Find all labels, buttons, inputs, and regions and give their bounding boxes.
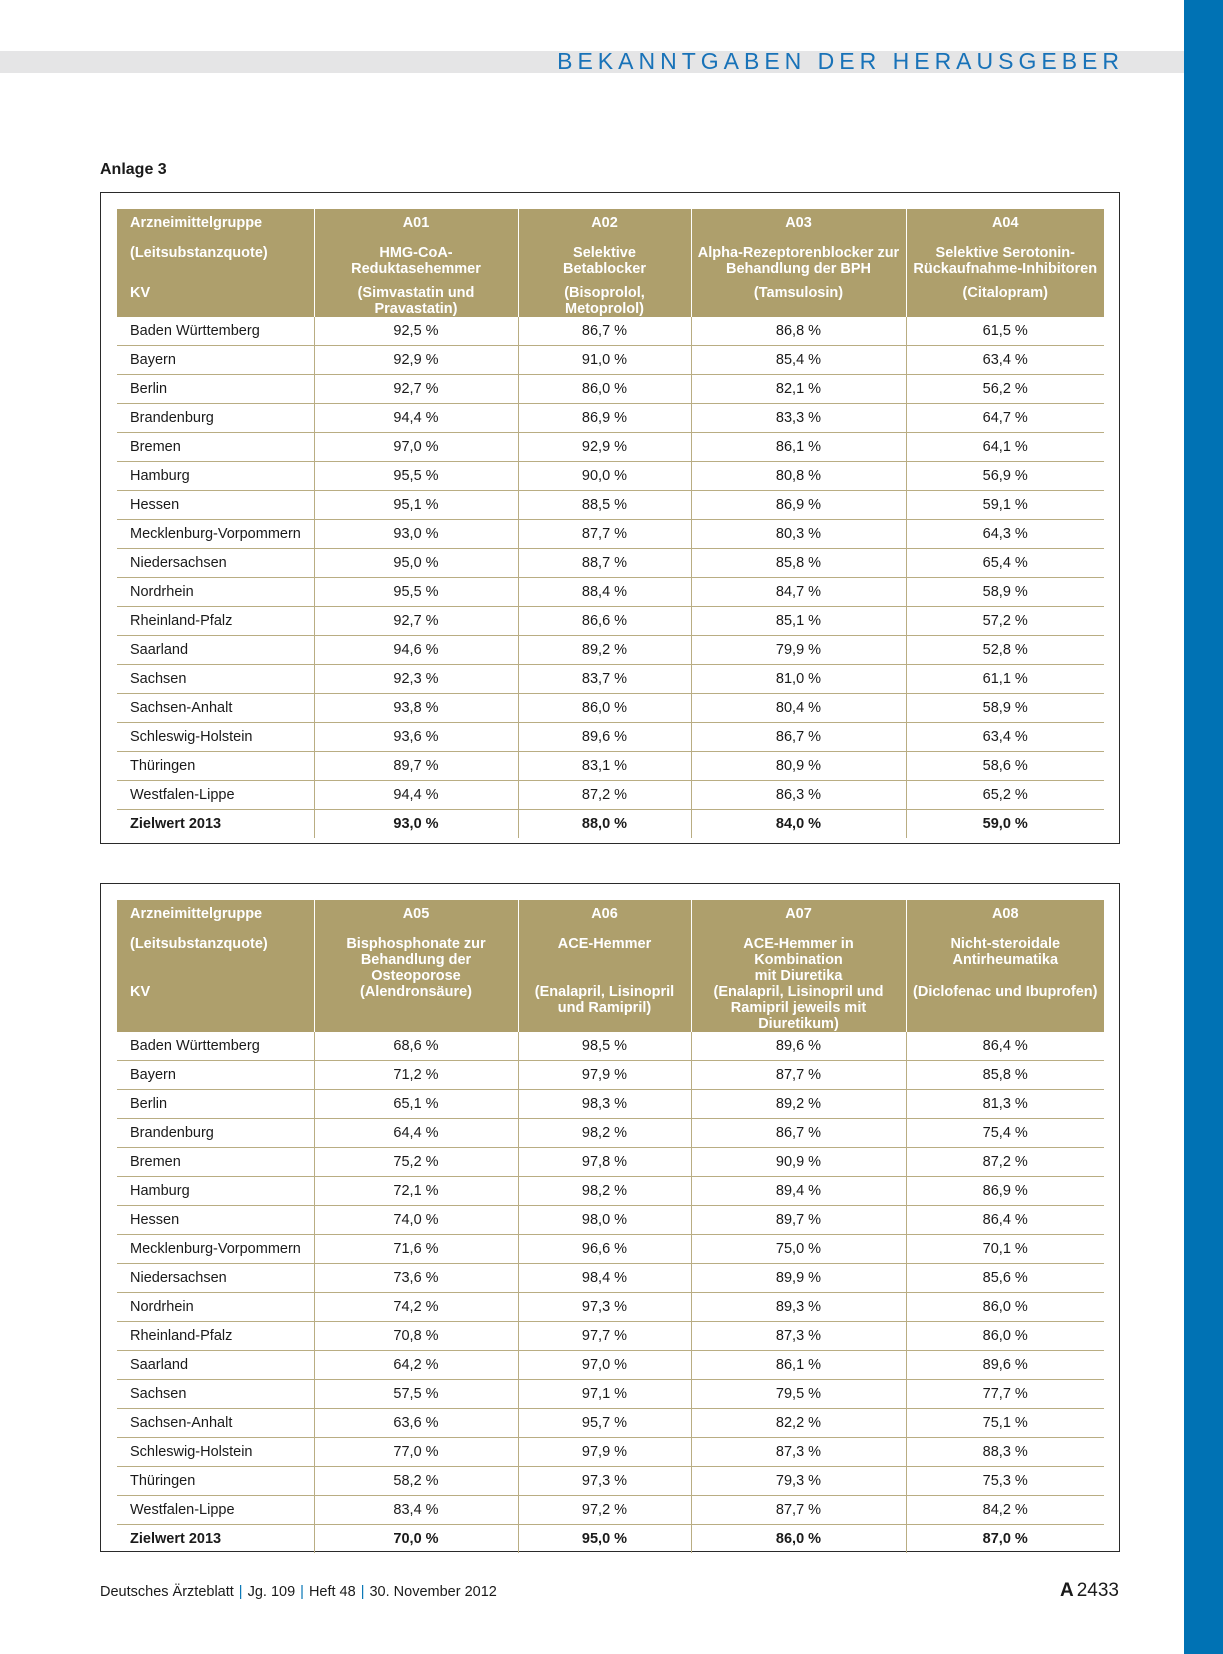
- quota-value: 89,2 %: [691, 1090, 906, 1119]
- table-row: [117, 346, 1104, 375]
- quota-value: 95,7 %: [518, 1409, 691, 1438]
- target-value: 88,0 %: [518, 810, 691, 839]
- region-name: Nordrhein: [117, 1293, 314, 1322]
- region-name: Westfalen-Lippe: [117, 781, 314, 810]
- target-value: 86,0 %: [691, 1525, 906, 1554]
- quota-value: 81,0 %: [691, 665, 906, 694]
- target-label: Zielwert 2013: [130, 816, 222, 832]
- quota-value: 86,8 %: [691, 317, 906, 346]
- quota-value: 84,7 %: [691, 578, 906, 607]
- quota-value: 86,0 %: [518, 375, 691, 404]
- table-row: [117, 1177, 1104, 1206]
- quota-value: 89,6 %: [691, 1032, 906, 1061]
- header-row: [117, 209, 1104, 245]
- quota-value: 87,7 %: [518, 520, 691, 549]
- quota-value: 61,1 %: [906, 665, 1104, 694]
- quota-value: 92,3 %: [314, 665, 518, 694]
- column-header-code: A02: [518, 209, 691, 245]
- region-name: Saarland: [117, 1351, 314, 1380]
- quota-value: 88,5 %: [518, 491, 691, 520]
- quota-value: 86,7 %: [518, 317, 691, 346]
- column-header-name: Selektive Serotonin- Rückaufnahme-Inhibitoren: [906, 245, 1104, 285]
- footer-separator: |: [238, 1584, 243, 1600]
- quota-value: 93,8 %: [314, 694, 518, 723]
- header-row: [117, 936, 1104, 984]
- data-table-2: [117, 900, 1104, 1553]
- column-header-code: A05: [314, 900, 518, 936]
- column-header-name: Nicht-steroidale Antirheumatika: [906, 936, 1104, 984]
- quota-value: 61,5 %: [906, 317, 1104, 346]
- target-row: [117, 1525, 1104, 1554]
- region-name: Bayern: [117, 1061, 314, 1090]
- page-value: 2433: [1076, 1580, 1119, 1601]
- region-name: Hamburg: [117, 462, 314, 491]
- quota-value: 80,3 %: [691, 520, 906, 549]
- target-row: [117, 810, 1104, 839]
- quota-value: 87,2 %: [906, 1148, 1104, 1177]
- quota-value: 65,1 %: [314, 1090, 518, 1119]
- quota-value: 79,3 %: [691, 1467, 906, 1496]
- table-row: [117, 1235, 1104, 1264]
- quota-value: 93,6 %: [314, 723, 518, 752]
- header-row: [117, 285, 1104, 317]
- footer-separator: |: [300, 1584, 304, 1600]
- quota-value: 90,9 %: [691, 1148, 906, 1177]
- quota-value: 80,4 %: [691, 694, 906, 723]
- quota-value: 75,0 %: [691, 1235, 906, 1264]
- quota-value: 83,1 %: [518, 752, 691, 781]
- anlage-label: Anlage 3: [100, 161, 167, 178]
- quota-value: 86,1 %: [691, 433, 906, 462]
- table-row: [117, 1293, 1104, 1322]
- quota-value: 86,0 %: [518, 694, 691, 723]
- column-header-code: A03: [691, 209, 906, 245]
- target-value: 93,0 %: [314, 810, 518, 839]
- quota-value: 93,0 %: [314, 520, 518, 549]
- quota-value: 97,3 %: [518, 1467, 691, 1496]
- quota-value: 79,5 %: [691, 1380, 906, 1409]
- table-row: [117, 578, 1104, 607]
- quota-value: 86,1 %: [691, 1351, 906, 1380]
- quota-value: 86,4 %: [906, 1032, 1104, 1061]
- region-name: Nordrhein: [117, 578, 314, 607]
- column-header-code: A04: [906, 209, 1104, 245]
- quota-value: 94,4 %: [314, 781, 518, 810]
- quota-value: 86,0 %: [906, 1322, 1104, 1351]
- quota-value: 89,7 %: [691, 1206, 906, 1235]
- table-row: [117, 317, 1104, 346]
- table-row: [117, 433, 1104, 462]
- quota-value: 57,5 %: [314, 1380, 518, 1409]
- quota-value: 85,1 %: [691, 607, 906, 636]
- region-name: Sachsen-Anhalt: [117, 694, 314, 723]
- region-name: Sachsen-Anhalt: [117, 1409, 314, 1438]
- quota-value: 58,6 %: [906, 752, 1104, 781]
- table-row: [117, 723, 1104, 752]
- quota-value: 86,3 %: [691, 781, 906, 810]
- quota-value: 97,7 %: [518, 1322, 691, 1351]
- quota-value: 75,3 %: [906, 1467, 1104, 1496]
- region-name: Rheinland-Pfalz: [117, 607, 314, 636]
- row-label-header: (Leitsubstanzquote): [117, 245, 314, 285]
- quota-value: 86,9 %: [518, 404, 691, 433]
- quota-value: 89,3 %: [691, 1293, 906, 1322]
- region-name: Brandenburg: [117, 1119, 314, 1148]
- column-header-name: ACE-Hemmer in Kombination mit Diuretika: [691, 936, 906, 984]
- quota-value: 97,9 %: [518, 1438, 691, 1467]
- quota-value: 89,4 %: [691, 1177, 906, 1206]
- region-name: Sachsen: [117, 665, 314, 694]
- quota-value: 70,8 %: [314, 1322, 518, 1351]
- quota-value: 97,8 %: [518, 1148, 691, 1177]
- quota-value: 58,9 %: [906, 694, 1104, 723]
- table-row: [117, 607, 1104, 636]
- quota-value: 89,6 %: [518, 723, 691, 752]
- journal-name: Deutsches Ärzteblatt: [100, 1584, 234, 1600]
- target-value: 70,0 %: [314, 1525, 518, 1554]
- quota-value: 97,0 %: [518, 1351, 691, 1380]
- page-prefix: A: [1059, 1580, 1074, 1601]
- table-row: [117, 1409, 1104, 1438]
- quota-value: 71,6 %: [314, 1235, 518, 1264]
- quota-value: 97,9 %: [518, 1061, 691, 1090]
- column-header-substances: (Citalopram): [906, 285, 1104, 317]
- column-header-name: ACE-Hemmer: [518, 936, 691, 984]
- region-name: Thüringen: [117, 1467, 314, 1496]
- quota-value: 64,2 %: [314, 1351, 518, 1380]
- quota-value: 92,7 %: [314, 375, 518, 404]
- table-row: [117, 694, 1104, 723]
- table-row: [117, 404, 1104, 433]
- quota-value: 87,3 %: [691, 1438, 906, 1467]
- region-name: Hamburg: [117, 1177, 314, 1206]
- table-row: [117, 1090, 1104, 1119]
- column-header-substances: (Bisoprolol, Metoprolol): [518, 285, 691, 317]
- quota-value: 86,9 %: [691, 491, 906, 520]
- table-row: [117, 549, 1104, 578]
- quota-value: 95,5 %: [314, 462, 518, 491]
- row-label-header: Arzneimittelgruppe: [117, 209, 314, 245]
- quota-value: 65,2 %: [906, 781, 1104, 810]
- quota-value: 75,1 %: [906, 1409, 1104, 1438]
- quota-value: 92,9 %: [518, 433, 691, 462]
- table-row: [117, 1061, 1104, 1090]
- region-name: Hessen: [117, 1206, 314, 1235]
- quota-value: 82,2 %: [691, 1409, 906, 1438]
- quota-value: 97,3 %: [518, 1293, 691, 1322]
- quota-value: 64,4 %: [314, 1119, 518, 1148]
- quota-value: 92,5 %: [314, 317, 518, 346]
- quota-value: 73,6 %: [314, 1264, 518, 1293]
- quota-value: 57,2 %: [906, 607, 1104, 636]
- column-header-code: A08: [906, 900, 1104, 936]
- region-name: Rheinland-Pfalz: [117, 1322, 314, 1351]
- table-row: [117, 1264, 1104, 1293]
- quota-value: 88,7 %: [518, 549, 691, 578]
- table-row: [117, 491, 1104, 520]
- quota-value: 97,0 %: [314, 433, 518, 462]
- table-row: [117, 520, 1104, 549]
- quota-value: 64,3 %: [906, 520, 1104, 549]
- quota-value: 79,9 %: [691, 636, 906, 665]
- quota-value: 89,6 %: [906, 1351, 1104, 1380]
- quota-value: 98,4 %: [518, 1264, 691, 1293]
- table-body: [117, 1032, 1104, 1553]
- quota-value: 75,4 %: [906, 1119, 1104, 1148]
- quota-value: 63,6 %: [314, 1409, 518, 1438]
- quota-value: 98,2 %: [518, 1177, 691, 1206]
- table-row: [117, 781, 1104, 810]
- table-row: [117, 752, 1104, 781]
- right-edge-bar: [1184, 0, 1223, 1654]
- quota-value: 98,2 %: [518, 1119, 691, 1148]
- table-body: [117, 317, 1104, 838]
- quota-value: 85,6 %: [906, 1264, 1104, 1293]
- quota-value: 85,4 %: [691, 346, 906, 375]
- table-row: [117, 462, 1104, 491]
- quota-value: 75,2 %: [314, 1148, 518, 1177]
- table-row: [117, 375, 1104, 404]
- quota-value: 86,0 %: [906, 1293, 1104, 1322]
- quota-value: 80,8 %: [691, 462, 906, 491]
- quota-value: 97,1 %: [518, 1380, 691, 1409]
- page-number: [1060, 1580, 1119, 1602]
- journal-issue: Heft 48: [308, 1584, 356, 1600]
- column-header-substances: (Simvastatin und Pravastatin): [314, 285, 518, 317]
- quota-value: 52,8 %: [906, 636, 1104, 665]
- quota-value: 59,1 %: [906, 491, 1104, 520]
- quota-value: 83,7 %: [518, 665, 691, 694]
- quota-value: 71,2 %: [314, 1061, 518, 1090]
- quota-value: 89,7 %: [314, 752, 518, 781]
- quota-value: 87,2 %: [518, 781, 691, 810]
- column-header-substances: (Diclofenac und Ibuprofen): [906, 984, 1104, 1032]
- table-header: [117, 209, 1104, 317]
- quota-value: 58,2 %: [314, 1467, 518, 1496]
- region-name: Berlin: [117, 375, 314, 404]
- quota-value: 98,3 %: [518, 1090, 691, 1119]
- quota-value: 86,6 %: [518, 607, 691, 636]
- table-row: [117, 665, 1104, 694]
- row-label-header: KV: [117, 984, 314, 1032]
- region-name: Schleswig-Holstein: [117, 1438, 314, 1467]
- table-row: [117, 1032, 1104, 1061]
- column-header-code: A07: [691, 900, 906, 936]
- quota-value: 98,5 %: [518, 1032, 691, 1061]
- quota-value: 83,3 %: [691, 404, 906, 433]
- column-header-name: Selektive Betablocker: [518, 245, 691, 285]
- quota-value: 98,0 %: [518, 1206, 691, 1235]
- quota-value: 86,7 %: [691, 1119, 906, 1148]
- quota-value: 81,3 %: [906, 1090, 1104, 1119]
- column-header-name: HMG-CoA- Reduktasehemmer: [314, 245, 518, 285]
- quota-value: 84,2 %: [906, 1496, 1104, 1525]
- quota-value: 83,4 %: [314, 1496, 518, 1525]
- column-header-substances: (Alendronsäure): [314, 984, 518, 1032]
- column-header-code: A06: [518, 900, 691, 936]
- column-header-code: A01: [314, 209, 518, 245]
- column-header-substances: (Tamsulosin): [691, 285, 906, 317]
- quota-value: 58,9 %: [906, 578, 1104, 607]
- target-value: 87,0 %: [906, 1525, 1104, 1554]
- region-name: Sachsen: [117, 1380, 314, 1409]
- header-row: [117, 984, 1104, 1032]
- quota-value: 97,2 %: [518, 1496, 691, 1525]
- region-name: Niedersachsen: [117, 549, 314, 578]
- table-row: [117, 1119, 1104, 1148]
- quota-value: 74,2 %: [314, 1293, 518, 1322]
- table-row: [117, 1496, 1104, 1525]
- quota-value: 68,6 %: [314, 1032, 518, 1061]
- quota-value: 87,7 %: [691, 1496, 906, 1525]
- region-name: Thüringen: [117, 752, 314, 781]
- column-header-name: Bisphosphonate zur Behandlung der Osteoporose: [314, 936, 518, 984]
- target-value: 95,0 %: [518, 1525, 691, 1554]
- quota-value: 56,2 %: [906, 375, 1104, 404]
- quota-value: 77,7 %: [906, 1380, 1104, 1409]
- quota-value: 70,1 %: [906, 1235, 1104, 1264]
- header-row: [117, 900, 1104, 936]
- row-label-header: KV: [117, 285, 314, 317]
- table-row: [117, 1351, 1104, 1380]
- quota-value: 89,2 %: [518, 636, 691, 665]
- quota-value: 95,5 %: [314, 578, 518, 607]
- region-name: Saarland: [117, 636, 314, 665]
- column-header-substances: (Enalapril, Lisinopril und Ramipril jeweils mit Diuretikum): [691, 984, 906, 1032]
- target-label: Zielwert 2013: [130, 1531, 222, 1547]
- quota-value: 86,4 %: [906, 1206, 1104, 1235]
- table-row: [117, 1206, 1104, 1235]
- region-name: Brandenburg: [117, 404, 314, 433]
- quota-value: 88,4 %: [518, 578, 691, 607]
- region-name: Baden Württemberg: [117, 1032, 314, 1061]
- quota-value: 86,9 %: [906, 1177, 1104, 1206]
- region-name: Baden Württemberg: [117, 317, 314, 346]
- quota-value: 65,4 %: [906, 549, 1104, 578]
- quota-value: 56,9 %: [906, 462, 1104, 491]
- quota-value: 96,6 %: [518, 1235, 691, 1264]
- region-name: Bremen: [117, 1148, 314, 1177]
- quota-value: 87,7 %: [691, 1061, 906, 1090]
- region-name: Mecklenburg-Vorpommern: [117, 1235, 314, 1264]
- data-table-1: [117, 209, 1104, 838]
- journal-date: 30. November 2012: [369, 1584, 497, 1600]
- quota-value: 89,9 %: [691, 1264, 906, 1293]
- quota-value: 85,8 %: [691, 549, 906, 578]
- table-row: [117, 1380, 1104, 1409]
- quota-value: 88,3 %: [906, 1438, 1104, 1467]
- target-value: 84,0 %: [691, 810, 906, 839]
- quota-value: 63,4 %: [906, 723, 1104, 752]
- quota-value: 90,0 %: [518, 462, 691, 491]
- table-row: [117, 1438, 1104, 1467]
- table-header: [117, 900, 1104, 1032]
- quota-value: 64,7 %: [906, 404, 1104, 433]
- quota-value: 94,4 %: [314, 404, 518, 433]
- table-row: [117, 1322, 1104, 1351]
- table-row: [117, 1467, 1104, 1496]
- region-name: Westfalen-Lippe: [117, 1496, 314, 1525]
- region-name: Berlin: [117, 1090, 314, 1119]
- footer-separator: |: [360, 1584, 365, 1600]
- region-name: Hessen: [117, 491, 314, 520]
- quota-value: 82,1 %: [691, 375, 906, 404]
- header-row: [117, 245, 1104, 285]
- region-name: Bremen: [117, 433, 314, 462]
- quota-value: 92,9 %: [314, 346, 518, 375]
- table-row: [117, 636, 1104, 665]
- quota-value: 64,1 %: [906, 433, 1104, 462]
- column-header-name: Alpha-Rezeptorenblocker zur Behandlung der BPH: [691, 245, 906, 285]
- quota-value: 86,7 %: [691, 723, 906, 752]
- journal-volume: Jg. 109: [247, 1584, 296, 1600]
- region-name: Mecklenburg-Vorpommern: [117, 520, 314, 549]
- quota-value: 94,6 %: [314, 636, 518, 665]
- quota-value: 80,9 %: [691, 752, 906, 781]
- quota-value: 91,0 %: [518, 346, 691, 375]
- quota-value: 92,7 %: [314, 607, 518, 636]
- region-name: Bayern: [117, 346, 314, 375]
- quota-value: 63,4 %: [906, 346, 1104, 375]
- quota-value: 72,1 %: [314, 1177, 518, 1206]
- row-label-header: Arzneimittelgruppe: [117, 900, 314, 936]
- quota-value: 95,1 %: [314, 491, 518, 520]
- column-header-substances: (Enalapril, Lisinopril und Ramipril): [518, 984, 691, 1032]
- section-title: BEKANNTGABEN DER HERAUSGEBER: [557, 48, 1124, 74]
- quota-value: 85,8 %: [906, 1061, 1104, 1090]
- quota-value: 87,3 %: [691, 1322, 906, 1351]
- row-label-header: (Leitsubstanzquote): [117, 936, 314, 984]
- quota-value: 74,0 %: [314, 1206, 518, 1235]
- target-value: 59,0 %: [906, 810, 1104, 839]
- region-name: Schleswig-Holstein: [117, 723, 314, 752]
- quota-value: 77,0 %: [314, 1438, 518, 1467]
- table-row: [117, 1148, 1104, 1177]
- region-name: Niedersachsen: [117, 1264, 314, 1293]
- quota-value: 95,0 %: [314, 549, 518, 578]
- footer-citation: [100, 1584, 497, 1600]
